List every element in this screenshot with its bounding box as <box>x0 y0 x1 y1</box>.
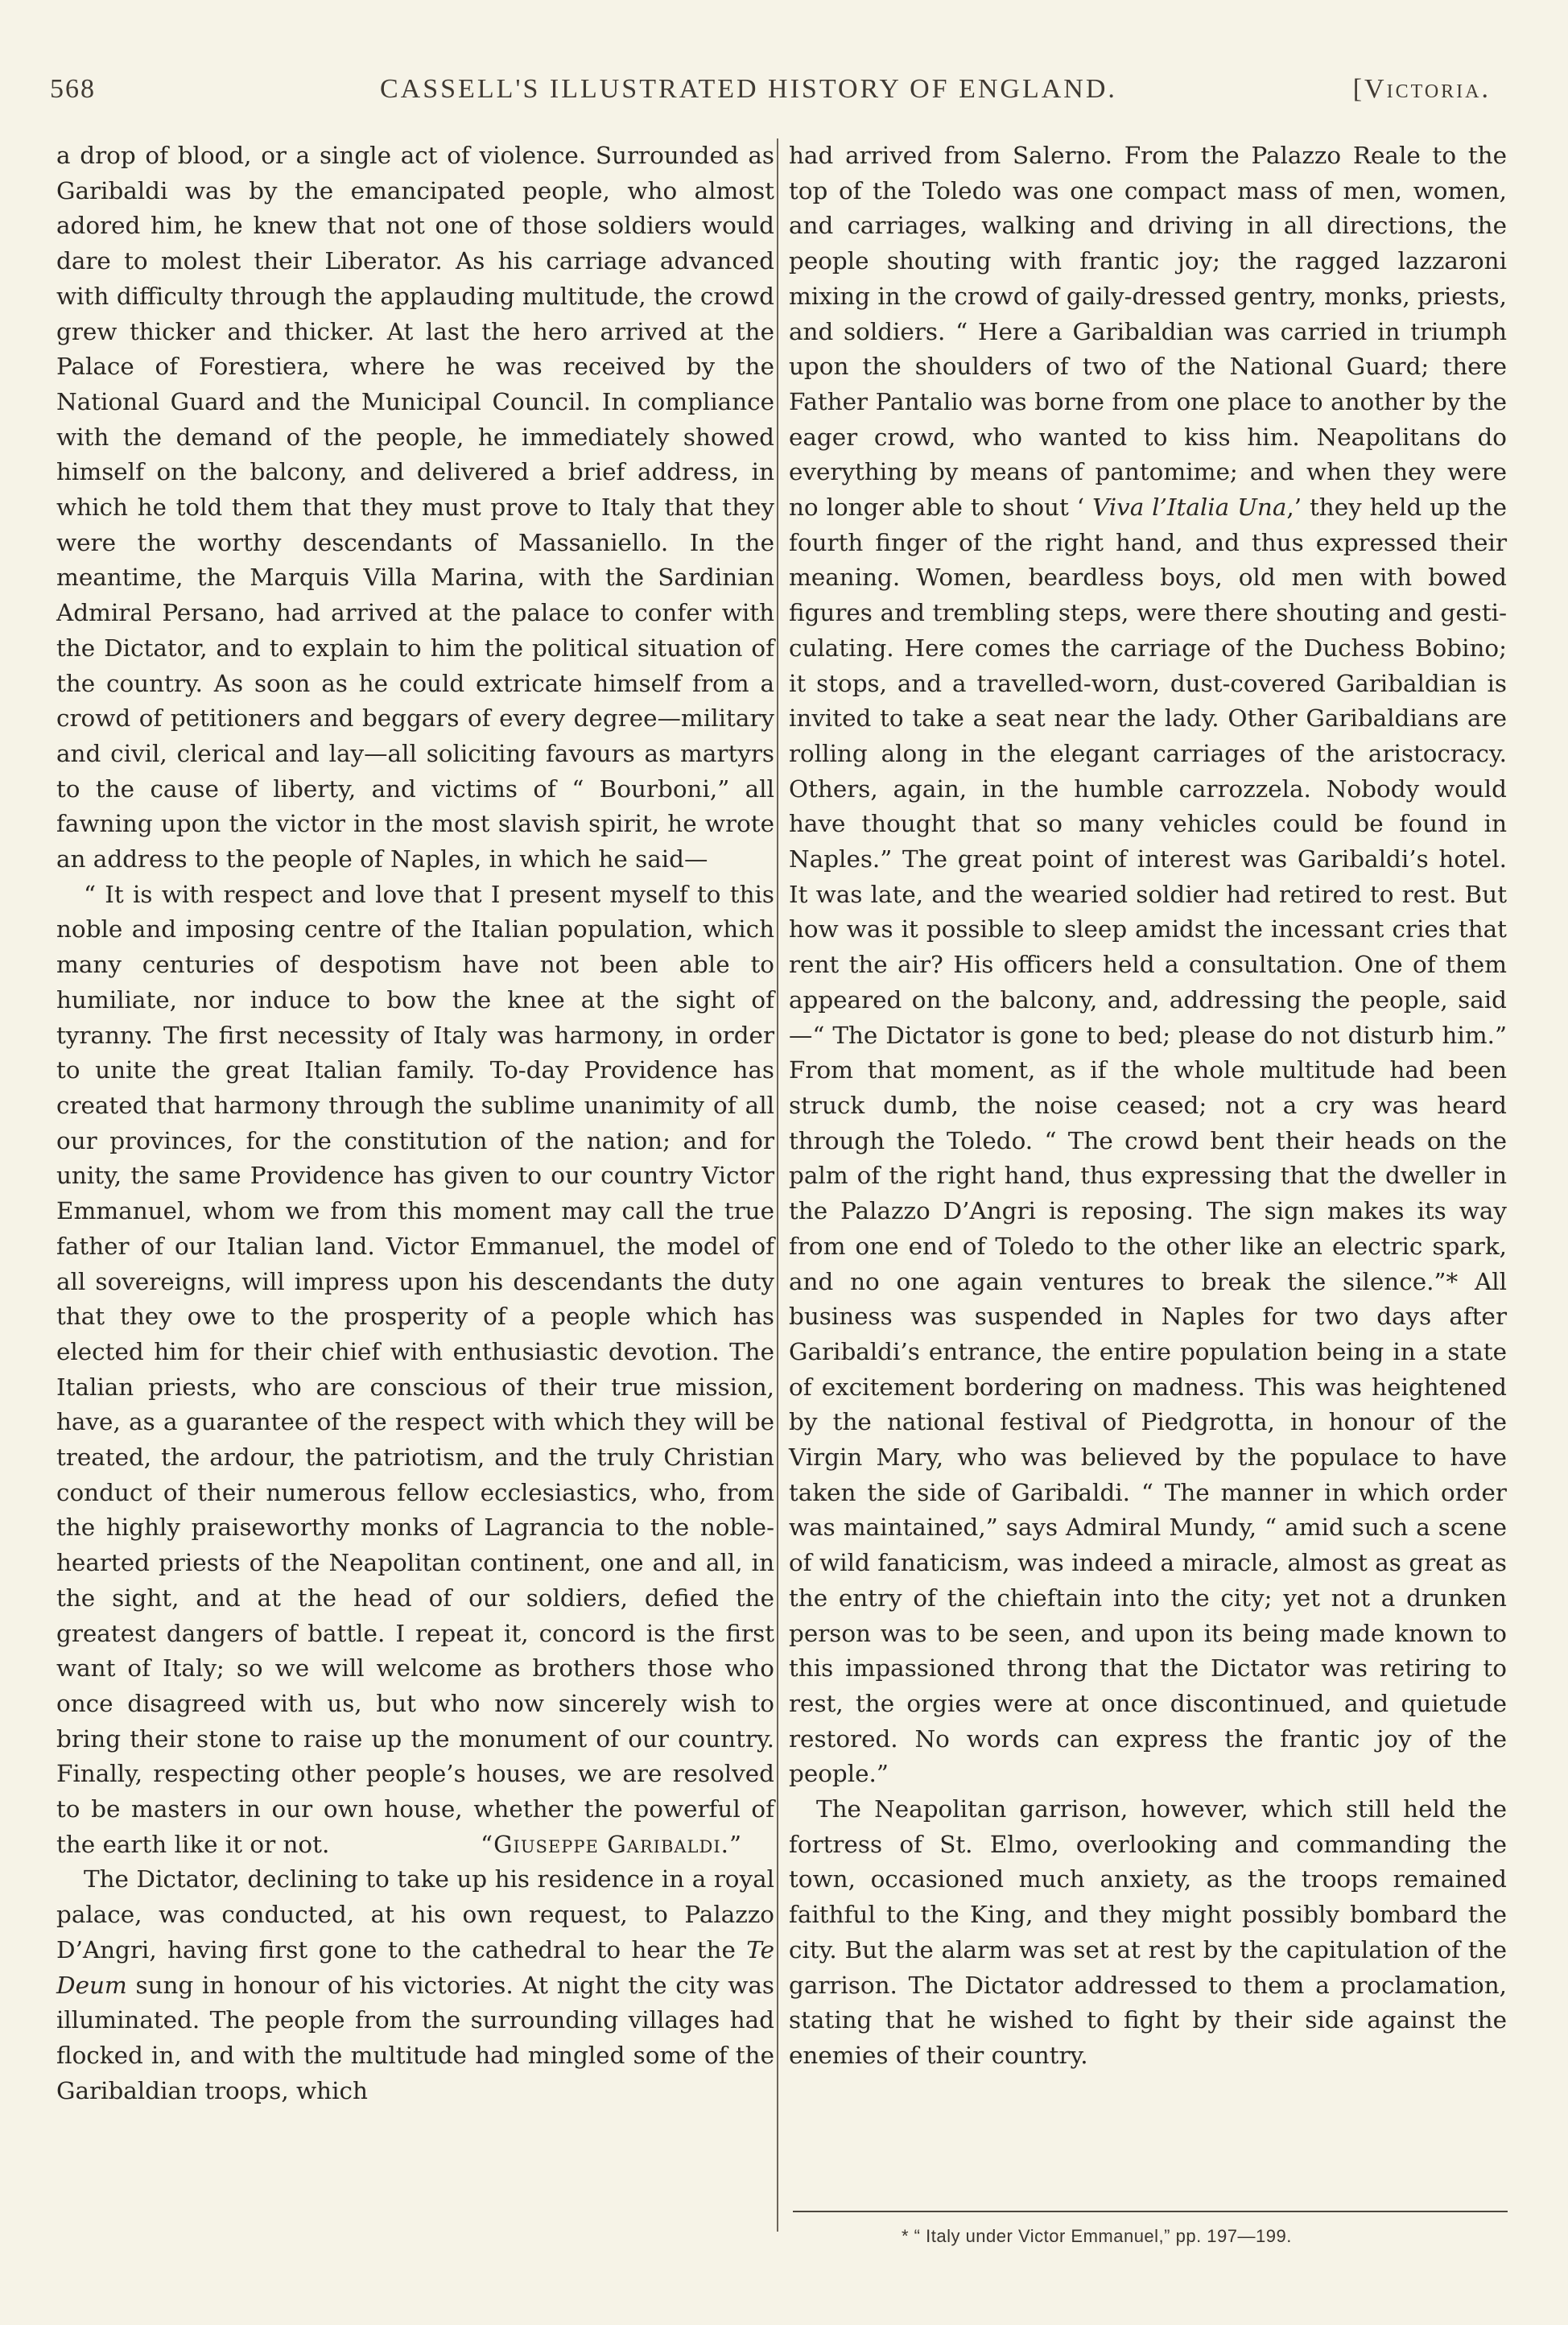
page-number: 568 <box>50 74 96 104</box>
quote-text: “ It is with respect and love that I present myself to this noble and imposing centre of the Italian population, which many centuries of despotism have not been able to humiliate, nor induce to bow the knee at the sight of tyranny. The first necessity of Italy was harmony, in order to unite the great Italian family. To-day Providence has created that harmony through the sublime unanimity of all our provinces, for the constitution of the nation; and for unity, the same Providence has given to our country Victor Emmanuel, whom we from this moment may call the true father of our Italian land. Victor Emmanuel, the model of all sovereigns, will impress upon his descendants the duty that they owe to the prosperity of a people which has elected him for their chief with enthusiastic devotion. The Italian priests, who are conscious of their true mission, have, as a guarantee of the respect with which they will be treated, the ardour, the patriotism, and the truly Christian conduct of their numerous fellow ecclesiastics, who, from the highly praiseworthy monks of Lagrancia to the noble-hearted priests of the Neapolitan continent, one and all, in the sight, and at the head of our soldiers, defied the greatest dangers of battle. I repeat it, concord is the first want of Italy; so we will welcome as brothers those who once disagreed with us, but who now sincerely wish to bring their stone to raise up the monument of our country. Finally, respecting other people’s houses, we are resolved to be masters in our own house, whether the powerful of the earth like it or not. <box>56 880 774 1858</box>
paragraph-continued: a drop of blood, or a single act of violence. Surrounded as Garibaldi was by the emancipated people, who almost adored him, he knew that not one of those soldiers would dare to molest their Liberator. As his carriage advanced with difficulty through the applauding multitude, the crowd grew thicker and thicker. At last the hero arrived at the Palace of Forestiera, where he was received by the National Guard and the Municipal Council. In compliance with the demand of the people, he immediately showed himself on the balcony, and delivered a brief address, in which he told them that they must prove to Italy that they were the worthy descendants of Massaniello. In the meantime, the Marquis Villa Marina, with the Sardinian Admiral Persano, had arrived at the palace to confer with the Dictator, and to explain to him the political situation of the country. As soon as he could extricate himself from a crowd of petitioners and beggars of every degree—military and civil, clerical and lay—all soliciting favours as martyrs to the cause of liberty, and victims of “ Bourboni,” all fawning upon the victor in the most slavish spirit, he wrote an address to the people of Naples, in which he said— <box>56 142 774 873</box>
garibaldi-address-quote <box>56 878 774 1863</box>
reign-label: [Victoria. <box>1352 74 1491 104</box>
quote-signature: “Giuseppe Garibaldi.” <box>481 1830 742 1858</box>
italic-term: Te Deum <box>56 1935 774 1999</box>
left-column <box>56 138 774 2108</box>
footnote-divider <box>793 2211 1508 2212</box>
paragraph-text: had arrived from Salerno. From the Palazzo Reale to the top of the Toledo was one compact mass of men, women, and carriages, walking and driving in all directions, the people shouting with frantic joy; the ragged lazzaroni mixing in the crowd of gaily-dressed gentry, monks, priests, and soldiers. “ Here a Garibaldian was carried in triumph upon the shoulders of two of the National Guard; there Father Pantalio was borne from one place to another by the eager crowd, who wanted to kiss him. Neapolitans do everything by means of pantomime; and when they were no longer able to shout ‘ <box>789 142 1507 522</box>
running-head <box>50 74 1491 114</box>
column-divider <box>777 138 778 2232</box>
paragraph-continued <box>789 138 1507 1792</box>
book-title: CASSELL'S ILLUSTRATED HISTORY OF ENGLAND. <box>380 74 1117 104</box>
italic-term: Viva l’Italia Una <box>1092 493 1287 522</box>
paragraph-text: sung in honour of his victories. At night the city was illuminated. The people from the surrounding villages had flocked in, and with the multitude had mingled some of the Garibaldian troops, which <box>56 1971 774 2104</box>
right-column <box>789 138 1507 2074</box>
paragraph-text: The Dictator, declining to take up his residence in a royal palace, was conducted, at his own request, to Palazzo D’Angri, having first gone to the cathedral to hear the <box>56 1865 774 1964</box>
paragraph-text: ,’ they held up the fourth finger of the right hand, and thus expressed their meaning. Women, beardless boys, old men with bowed figures and trembling steps, were there shouting and gesticulating. Here comes the carriage of the Duchess Bobino; it stops, and a travelled-worn, dust-covered Garibaldian is invited to take a seat near the lady. Other Garibaldians are rolling along in the elegant carriages of the aristocracy. Others, again, in the humble carrozzela. Nobody would have thought that so many vehicles could be found in Naples.” The great point of interest was Garibaldi’s hotel. It was late, and the wearied soldier had retired to rest. But how was it possible to sleep amidst the incessant cries that rent the air? His officers held a consultation. One of them appeared on the balcony, and, addressing the people, said—“ The Dictator is gone to bed; please do not disturb him.” From that moment, as if the whole multitude had been struck dumb, the noise ceased; not a cry was heard through the Toledo. “ The crowd bent their heads on the palm of the right hand, thus expressing that the dweller in the Palazzo D’Angri is reposing. The sign makes its way from one end of Toledo to the other like an electric spark, and no one again ventures to break the silence.”* All business was suspended in Naples for two days after Garibaldi’s entrance, the entire population being in a state of excitement bordering on madness. This was heightened by the national festival of Piedgrotta, in honour of the Virgin Mary, who was believed by the populace to have taken the side of Garibaldi. “ The manner in which order was maintained,” says Admiral Mundy, “ amid such a scene of wild fanaticism, was indeed a miracle, almost as great as the entry of the chieftain into the city; yet not a drunken person was to be seen, and upon its being made known to this impassioned throng that the Dictator was retiring to rest, the orgies were at once discontinued, and quietude restored. No words can express the frantic joy of the people.” <box>789 493 1507 1788</box>
paragraph-dictator-residence <box>56 1862 774 2108</box>
footnote: * “ Italy under Victor Emmanuel,” pp. 197—199. <box>902 2226 1292 2246</box>
paragraph-garrison: The Neapolitan garrison, however, which still held the fortress of St. Elmo, overlooking and commanding the town, occasioned much anxiety, as the troops remained faithful to the King, and they might possibly bombard the city. But the alarm was set at rest by the capitulation of the garrison. The Dictator addressed to them a proclamation, stating that he wished to fight by their side against the enemies of their country. <box>789 1795 1507 2069</box>
